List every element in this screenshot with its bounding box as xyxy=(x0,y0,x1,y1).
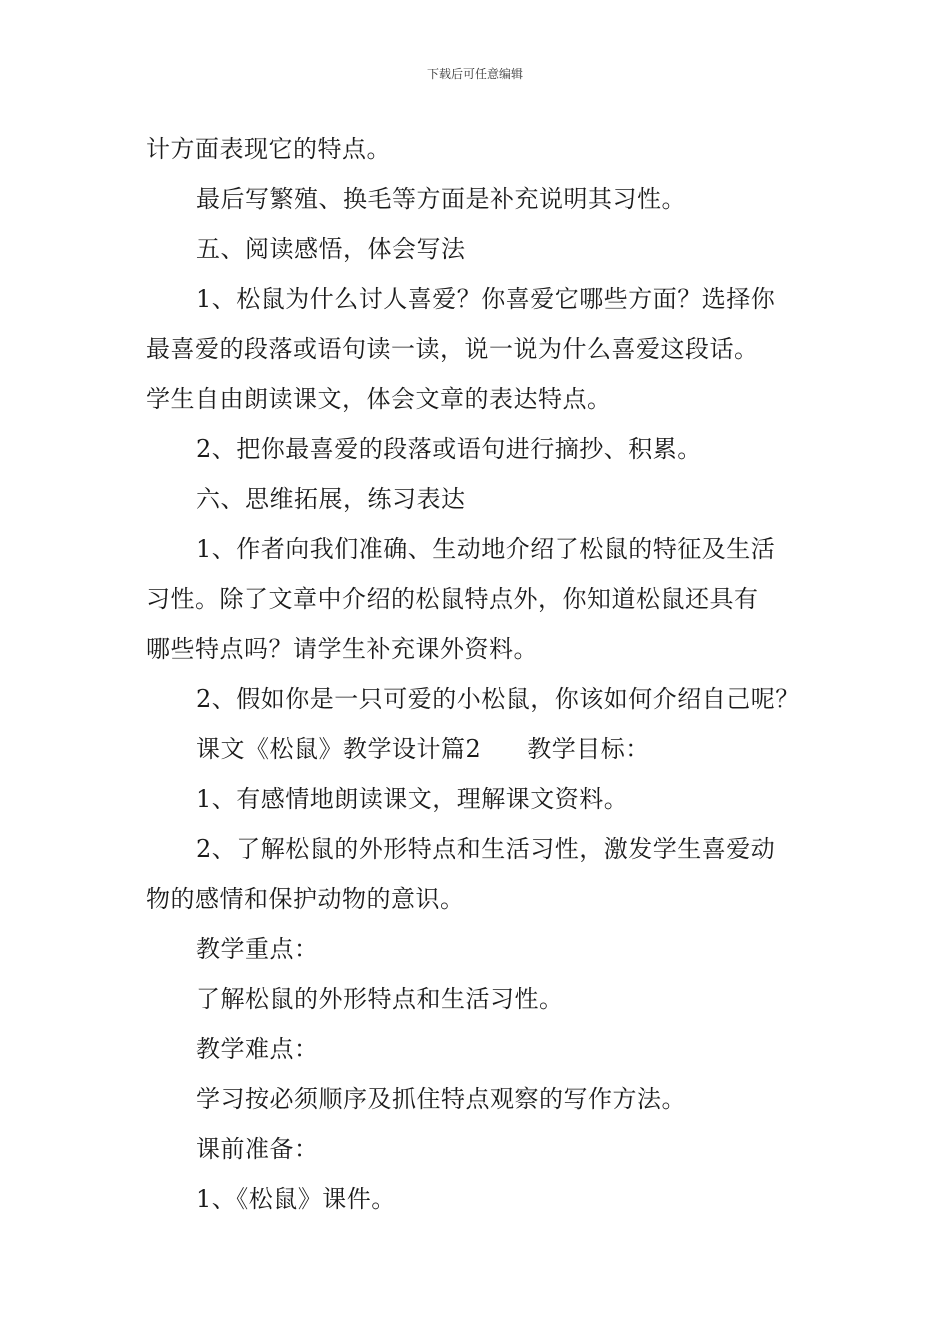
section-heading: 教学重点： xyxy=(196,935,319,963)
section-heading: 课前准备： xyxy=(196,1135,319,1163)
paragraph-line: 学生自由朗读课文，体会文章的表达特点。 xyxy=(146,385,612,413)
paragraph-line: 哪些特点吗？请学生补充课外资料。 xyxy=(146,635,538,663)
paragraph-line: 学习按必须顺序及抓住特点观察的写作方法。 xyxy=(196,1085,686,1113)
paragraph-line: 2、了解松鼠的外形特点和生活习性，激发学生喜爱动 xyxy=(196,835,776,863)
section-heading: 六、思维拓展，练习表达 xyxy=(196,485,466,513)
page-header-note: 下载后可任意编辑 xyxy=(426,67,523,81)
paragraph-line: 1、《松鼠》课件。 xyxy=(196,1185,396,1213)
section-heading: 教学难点： xyxy=(196,1035,319,1063)
objectives-heading: 教学目标： xyxy=(527,735,650,763)
article-title: 课文《松鼠》教学设计篇2 xyxy=(196,735,482,763)
paragraph-line: 计方面表现它的特点。 xyxy=(146,135,391,163)
article-title-line xyxy=(146,724,816,774)
paragraph-line: 1、有感情地朗读课文，理解课文资料。 xyxy=(196,785,629,813)
section-heading: 五、阅读感悟，体会写法 xyxy=(196,235,466,263)
paragraph-line: 了解松鼠的外形特点和生活习性。 xyxy=(196,985,564,1013)
paragraph-line: 1、松鼠为什么讨人喜爱？你喜爱它哪些方面？选择你 xyxy=(196,285,776,313)
paragraph-line: 习性。除了文章中介绍的松鼠特点外，你知道松鼠还具有 xyxy=(146,585,759,613)
paragraph-line: 最喜爱的段落或语句读一读，说一说为什么喜爱这段话。 xyxy=(146,335,759,363)
document-body xyxy=(146,124,816,1224)
paragraph-line: 1、作者向我们准确、生动地介绍了松鼠的特征及生活 xyxy=(196,535,776,563)
paragraph-line: 最后写繁殖、换毛等方面是补充说明其习性。 xyxy=(196,185,686,213)
paragraph-line: 物的感情和保护动物的意识。 xyxy=(146,885,465,913)
paragraph-line: 2、假如你是一只可爱的小松鼠，你该如何介绍自己呢？ xyxy=(196,685,800,713)
paragraph-line: 2、把你最喜爱的段落或语句进行摘抄、积累。 xyxy=(196,435,702,463)
